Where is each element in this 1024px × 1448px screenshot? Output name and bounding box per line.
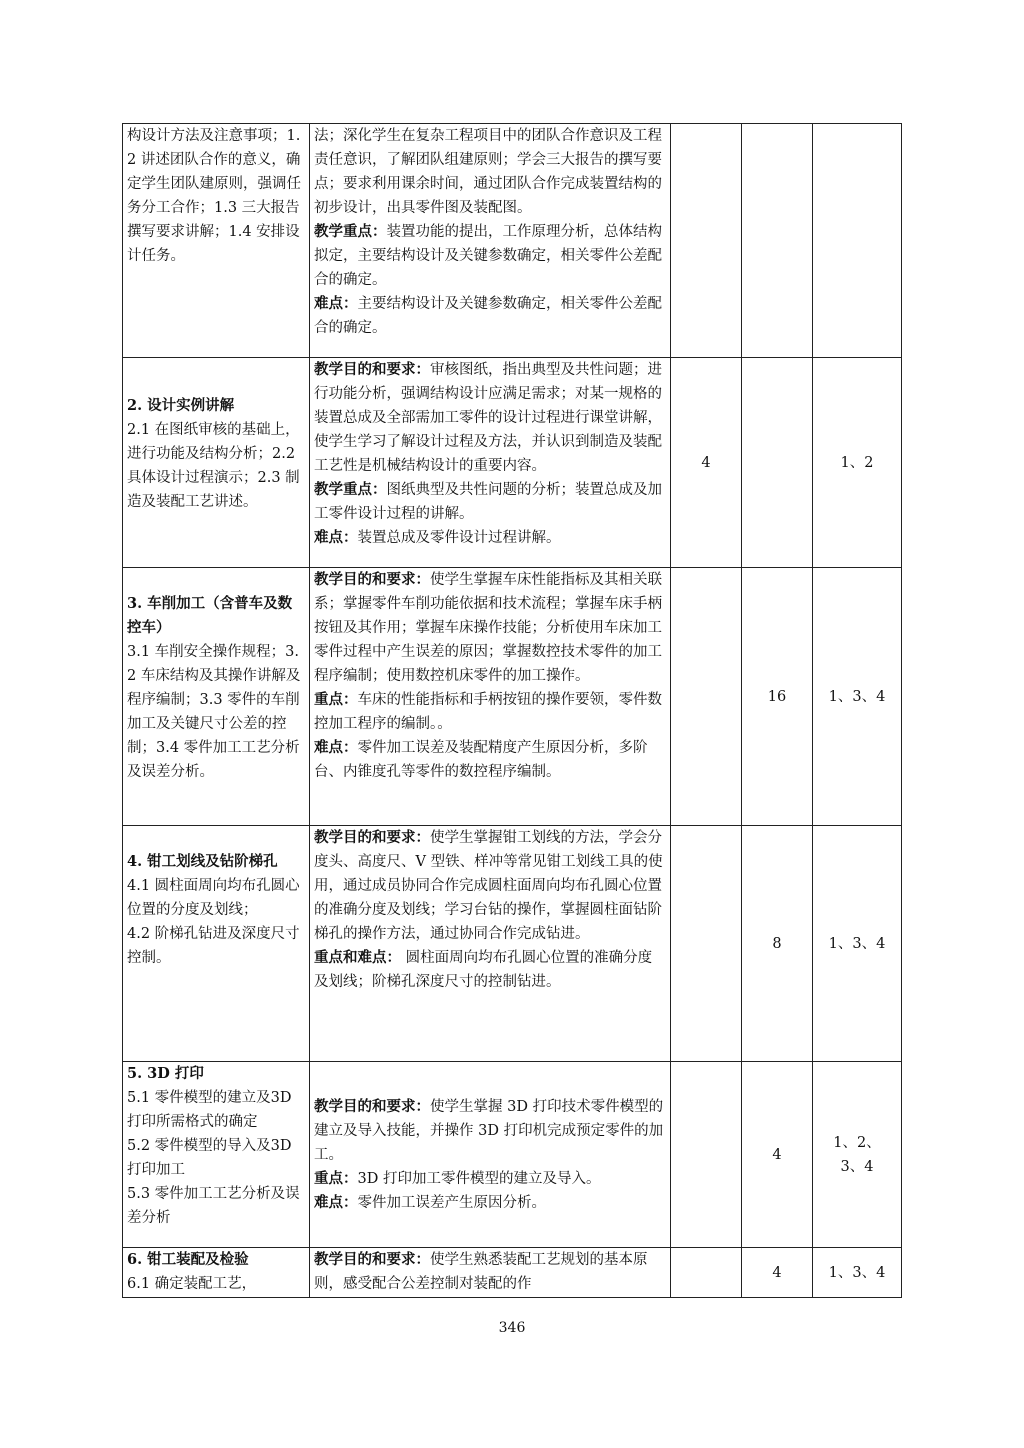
difficulty-label: 难点： bbox=[314, 529, 358, 546]
goals-cell bbox=[310, 124, 671, 358]
content-cell bbox=[123, 1062, 310, 1248]
hours-cell-a bbox=[671, 826, 742, 1062]
table-row bbox=[123, 1248, 902, 1298]
section-title: 2. 设计实例讲解 bbox=[127, 397, 235, 414]
content-line: 4.1 圆柱面周向均布孔圆心位置的分度及划线； bbox=[127, 878, 300, 918]
goals-text: 使学生掌握钳工划线的方法，学会分度头、高度尺、V 型铁、样冲等常见钳工划线工具的使用，通过成员协同合作完成圆柱面周向均布孔圆心位置的准确分度及划线；学习台钻的操作，掌握圆柱面钻阶梯孔的操作方法，通过协同合作完成钻进。 bbox=[314, 830, 663, 942]
goals-text: 使学生掌握 3D 打印技术零件模型的建立及导入技能，并操作 3D 打印机完成预定零件的加工。 bbox=[314, 1098, 664, 1163]
section-title: 5. 3D 打印 bbox=[127, 1065, 204, 1082]
hours-cell-a: 4 bbox=[671, 358, 742, 568]
goals-label: 教学目的和要求： bbox=[314, 361, 430, 378]
goals-text: 使学生掌握车床性能指标及其相关联系；掌握零件车削功能依据和技术流程；掌握车床手柄按钮及其作用；掌握车床操作技能；分析使用车床加工零件过程中产生误差的原因；掌握数控技术零件的加工程序编制；使用数控机床零件的加工操作。 bbox=[314, 572, 662, 684]
key-text: 圆柱面周向均布孔圆心位置的准确分度及划线；阶梯孔深度尺寸的控制钻进。 bbox=[314, 950, 653, 990]
objectives-cell: 1、2 bbox=[813, 358, 902, 568]
goals-label: 教学目的和要求： bbox=[314, 1097, 430, 1115]
key-label: 教学重点： bbox=[314, 481, 387, 498]
content-cell bbox=[123, 358, 310, 568]
table-row bbox=[123, 124, 902, 358]
section-title: 6. 钳工装配及检验 bbox=[127, 1251, 249, 1268]
hours-cell-a bbox=[671, 124, 742, 358]
hours-cell-b: 8 bbox=[742, 826, 813, 1062]
content-cell bbox=[123, 124, 310, 358]
key-text: 车床的性能指标和手柄按钮的操作要领，零件数控加工程序的编制。。 bbox=[314, 692, 662, 732]
section-title: 4. 钳工划线及钻阶梯孔 bbox=[127, 853, 278, 870]
key-label: 重点和难点： bbox=[314, 949, 401, 966]
hours-cell-b bbox=[742, 124, 813, 358]
content-line: 5.3 零件加工工艺分析及误差分析 bbox=[127, 1186, 300, 1226]
difficulty-text: 装置总成及零件设计过程讲解。 bbox=[357, 530, 561, 546]
table-row bbox=[123, 568, 902, 826]
content-cell bbox=[123, 826, 310, 1062]
goals-cell bbox=[310, 1248, 671, 1298]
objectives-cell: 1、3、4 bbox=[813, 568, 902, 826]
goals-label: 教学目的和要求： bbox=[314, 829, 430, 846]
objectives-cell bbox=[813, 124, 902, 358]
table-row bbox=[123, 358, 902, 568]
hours-cell-a bbox=[671, 1248, 742, 1298]
goals-label: 教学目的和要求： bbox=[314, 571, 430, 588]
hours-cell-b: 4 bbox=[742, 1248, 813, 1298]
content-line: 4.2 阶梯孔钻进及深度尺寸控制。 bbox=[127, 926, 300, 966]
objectives-cell bbox=[813, 1062, 902, 1248]
key-text: 装置功能的提出，工作原理分析，总体结构拟定，主要结构设计及关键参数确定，相关零件公差配合的确定。 bbox=[314, 224, 662, 288]
goals-cell bbox=[310, 1062, 671, 1248]
goals-cell bbox=[310, 568, 671, 826]
key-label: 教学重点： bbox=[314, 223, 387, 240]
objectives-cell: 1、3、4 bbox=[813, 1248, 902, 1298]
difficulty-label: 难点： bbox=[314, 295, 358, 312]
table-row bbox=[123, 1062, 902, 1248]
objectives-line: 1、2、 bbox=[833, 1134, 881, 1151]
key-label: 重点： bbox=[314, 691, 358, 708]
key-label: 重点： bbox=[314, 1169, 358, 1187]
difficulty-text: 主要结构设计及关键参数确定，相关零件公差配合的确定。 bbox=[314, 296, 662, 336]
content-text: 构设计方法及注意事项；1.2 讲述团队合作的意义，确定学生团队建原则，强调任务分工合作；1.3 三大报告撰写要求讲解；1.4 安排设计任务。 bbox=[127, 128, 301, 264]
goals-text: 审核图纸，指出典型及共性问题；进行功能分析，强调结构设计应满足需求；对某一规格的装置总成及全部需加工零件的设计过程进行课堂讲解，使学生学习了解设计过程及方法，并认识到制造及装配工艺性是机械结构设计的重要内容。 bbox=[314, 362, 662, 474]
goals-text: 法；深化学生在复杂工程项目中的团队合作意识及工程责任意识，了解团队组建原则；学会三大报告的撰写要点；要求利用课余时间，通过团队合作完成装置结构的初步设计，出具零件图及装配图。 bbox=[314, 128, 662, 216]
page-number: 346 bbox=[498, 1320, 526, 1336]
content-text: 3.1 车削安全操作规程；3.2 车床结构及其操作讲解及程序编制；3.3 零件的车削加工及关键尺寸公差的控制；3.4 零件加工工艺分析及误差分析。 bbox=[127, 644, 301, 780]
goals-text: 使学生熟悉装配工艺规划的基本原则，感受配合公差控制对装配的作 bbox=[314, 1252, 648, 1292]
content-text: 2.1 在图纸审核的基础上，进行功能及结构分析；2.2 具体设计过程演示；2.3 制造及装配工艺讲述。 bbox=[127, 422, 300, 510]
hours-cell-a bbox=[671, 568, 742, 826]
goals-cell bbox=[310, 826, 671, 1062]
objectives-cell: 1、3、4 bbox=[813, 826, 902, 1062]
content-cell bbox=[123, 568, 310, 826]
objectives-line: 3、4 bbox=[840, 1158, 874, 1175]
key-text: 3D 打印加工零件模型的建立及导入。 bbox=[357, 1170, 601, 1187]
content-cell bbox=[123, 1248, 310, 1298]
difficulty-text: 零件加工误差产生原因分析。 bbox=[357, 1194, 546, 1211]
hours-cell-b: 4 bbox=[742, 1062, 813, 1248]
hours-cell-b bbox=[742, 358, 813, 568]
goals-label: 教学目的和要求： bbox=[314, 1251, 430, 1268]
hours-cell-a bbox=[671, 1062, 742, 1248]
key-text: 图纸典型及共性问题的分析；装置总成及加工零件设计过程的讲解。 bbox=[314, 482, 662, 522]
table-row bbox=[123, 826, 902, 1062]
content-line: 5.1 零件模型的建立及3D打印所需格式的确定 bbox=[127, 1090, 292, 1130]
section-title: 3. 车削加工（含普车及数控车） bbox=[127, 595, 293, 636]
content-line: 5.2 零件模型的导入及3D打印加工 bbox=[127, 1138, 292, 1178]
difficulty-text: 零件加工误差及装配精度产生原因分析，多阶台、内锥度孔等零件的数控程序编制。 bbox=[314, 740, 648, 780]
hours-cell-b: 16 bbox=[742, 568, 813, 826]
syllabus-table bbox=[122, 123, 902, 1298]
difficulty-label: 难点： bbox=[314, 1193, 358, 1211]
difficulty-label: 难点： bbox=[314, 739, 358, 756]
goals-cell bbox=[310, 358, 671, 568]
content-text: 6.1 确定装配工艺， bbox=[127, 1276, 257, 1292]
